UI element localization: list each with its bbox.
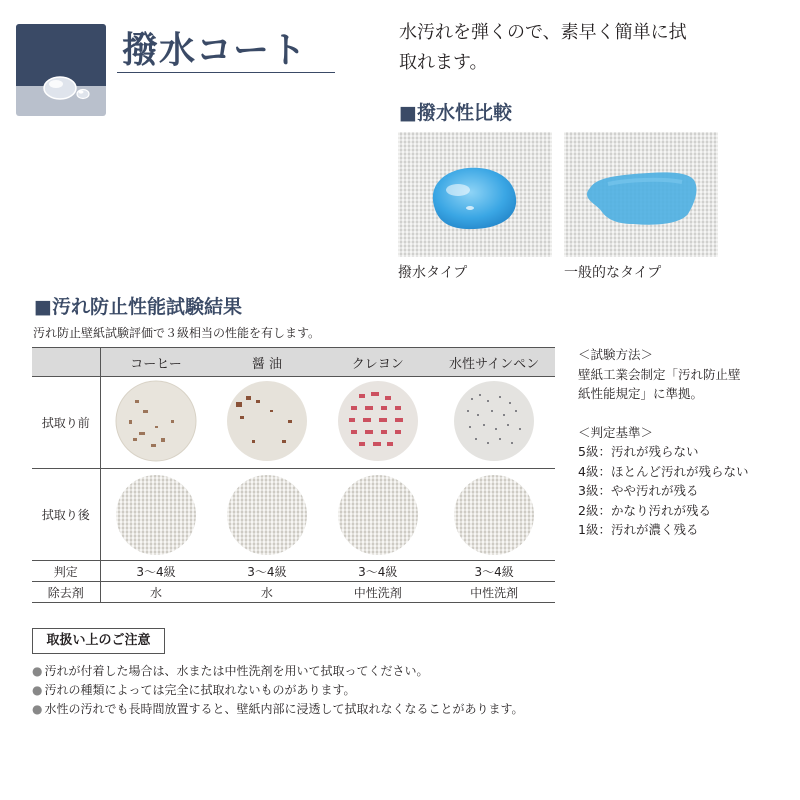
rating-cell: 3～4級 bbox=[212, 561, 323, 582]
intro-line: 水汚れを弾くので、素早く簡単に拭 bbox=[399, 22, 687, 43]
care-item-text: 汚れの種類によっては完全に拭取れないものがあります。 bbox=[44, 683, 356, 697]
crayon-stain-sample bbox=[337, 380, 419, 462]
criteria-item: 2級：かなり汚れが残る bbox=[578, 502, 711, 518]
criteria-item: 4級：ほとんど汚れが残らない bbox=[578, 463, 749, 479]
clean-sample bbox=[227, 475, 307, 555]
remover-cell: 中性洗剤 bbox=[433, 582, 555, 603]
row-label: 拭取り後 bbox=[32, 469, 100, 561]
sample-cell bbox=[322, 377, 433, 469]
care-item bbox=[32, 700, 524, 719]
title-underline bbox=[117, 72, 335, 73]
photo-general-type bbox=[564, 132, 718, 257]
clean-sample bbox=[116, 475, 196, 555]
table-row-remover bbox=[32, 582, 555, 603]
bullet-icon: ● bbox=[32, 683, 43, 697]
water-drop-icon bbox=[16, 24, 106, 116]
photo-caption: 一般的なタイプ bbox=[564, 265, 662, 281]
sample-cell bbox=[212, 469, 323, 561]
sample-cell bbox=[433, 469, 555, 561]
intro-line: 取れます。 bbox=[399, 52, 488, 73]
bullet-icon: ● bbox=[32, 702, 43, 716]
corner-cell bbox=[32, 348, 100, 377]
row-label: 判定 bbox=[32, 561, 100, 582]
test-method-notes bbox=[578, 345, 748, 540]
photo-water-repellent bbox=[398, 132, 552, 257]
column-header: 水性サインペン bbox=[433, 348, 555, 377]
droplet-graphic bbox=[16, 24, 106, 116]
table-row-after bbox=[32, 469, 555, 561]
coffee-stain-sample bbox=[115, 380, 197, 462]
beaded-droplet-image bbox=[398, 132, 552, 257]
stain-test-table bbox=[32, 347, 555, 603]
rating-cell: 3～4級 bbox=[322, 561, 433, 582]
table-header-row bbox=[32, 348, 555, 377]
clean-sample bbox=[454, 475, 534, 555]
stain-test-heading: ■汚れ防止性能試験結果 bbox=[34, 296, 242, 318]
page-title: 撥水コート bbox=[122, 30, 308, 71]
care-item-text: 汚れが付着した場合は、水または中性洗剤を用いて拭取ってください。 bbox=[44, 664, 429, 678]
criteria-item: 3級：やや汚れが残る bbox=[578, 483, 699, 498]
sample-cell bbox=[100, 469, 212, 561]
clean-sample bbox=[338, 475, 418, 555]
method-title: ＜試験方法＞ bbox=[578, 347, 654, 362]
comparison-heading: ■撥水性比較 bbox=[399, 102, 512, 124]
spread-stain-image bbox=[564, 132, 718, 257]
sample-cell bbox=[433, 377, 555, 469]
table-row-before bbox=[32, 377, 555, 469]
method-line: 壁紙工業会制定「汚れ防止壁 bbox=[578, 366, 741, 382]
sample-cell bbox=[100, 377, 212, 469]
column-header: コーヒー bbox=[100, 348, 212, 377]
criteria-title: ＜判定基準＞ bbox=[578, 424, 654, 440]
column-header: クレヨン bbox=[322, 348, 433, 377]
criteria-item: 5級：汚れが残らない bbox=[578, 444, 699, 459]
rating-cell: 3～4級 bbox=[433, 561, 555, 582]
row-label: 拭取り前 bbox=[32, 377, 100, 469]
soy-sauce-stain-sample bbox=[226, 380, 308, 462]
sample-cell bbox=[322, 469, 433, 561]
sample-cell bbox=[212, 377, 323, 469]
care-item bbox=[32, 662, 524, 681]
remover-cell: 中性洗剤 bbox=[322, 582, 433, 603]
remover-cell: 水 bbox=[212, 582, 323, 603]
care-item bbox=[32, 681, 524, 700]
intro-text bbox=[399, 18, 729, 78]
remover-cell: 水 bbox=[100, 582, 212, 603]
care-list bbox=[32, 662, 524, 719]
bullet-icon: ● bbox=[32, 664, 43, 678]
method-line: 紙性能規定」に準拠。 bbox=[578, 386, 704, 401]
care-heading: 取扱い上のご注意 bbox=[32, 628, 165, 654]
marker-stain-sample bbox=[453, 380, 535, 462]
stain-test-note: 汚れ防止壁紙試験評価で３級相当の性能を有します。 bbox=[33, 326, 321, 340]
column-header: 醤 油 bbox=[212, 348, 323, 377]
care-item-text: 水性の汚れでも長時間放置すると、壁紙内部に浸透して拭取れなくなることがあります。 bbox=[44, 702, 524, 716]
row-label: 除去剤 bbox=[32, 582, 100, 603]
photo-caption: 撥水タイプ bbox=[398, 265, 468, 281]
criteria-item: 1級：汚れが濃く残る bbox=[578, 522, 699, 537]
table-row-rating bbox=[32, 561, 555, 582]
rating-cell: 3～4級 bbox=[100, 561, 212, 582]
